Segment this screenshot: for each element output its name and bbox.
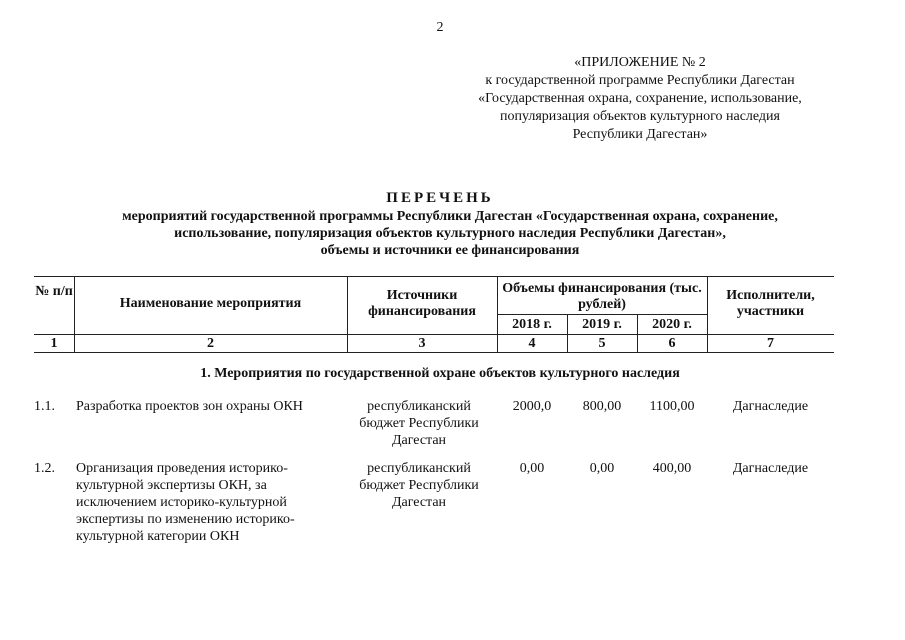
header-year-2020: 2020 г.: [652, 317, 692, 332]
row-number: 1.1.: [34, 399, 55, 414]
header-source: Источники финансирования: [368, 288, 476, 319]
header-num: № п/п: [35, 284, 73, 299]
row-source-line: республиканский: [367, 399, 471, 414]
row-name-line: культурной категории ОКН: [76, 529, 240, 544]
subtitle-line: использование, популяризация объектов культурного наследия Республики Дагестан»,: [174, 226, 726, 241]
row-value-2018: 0,00: [519, 461, 545, 476]
row-source: [344, 398, 494, 449]
row-name-line: Организация проведения историко-: [76, 461, 288, 476]
row-source: [344, 460, 494, 511]
row-name-line: экспертизы по изменению историко-: [76, 512, 295, 527]
document-subtitle: [20, 208, 880, 259]
row-name: [76, 398, 338, 415]
row-value-2020: 400,00: [652, 461, 692, 476]
page-number: 2: [436, 20, 444, 35]
header-year-2018: 2018 г.: [512, 317, 552, 332]
row-source-line: Дагестан: [391, 495, 447, 510]
appendix-line: к государственной программе Республики Дагестан: [485, 73, 795, 88]
subtitle-line: объемы и источники ее финансирования: [320, 243, 580, 258]
appendix-line: Республики Дагестан»: [572, 127, 708, 142]
row-source-line: бюджет Республики: [359, 416, 479, 431]
row-value-2019: 800,00: [582, 399, 622, 414]
col-number: 3: [418, 336, 426, 351]
col-number: 4: [528, 336, 536, 351]
appendix-line: популяризация объектов культурного наследия: [500, 109, 780, 124]
header-year-2019: 2019 г.: [582, 317, 622, 332]
header-exec: Исполнители, участники: [726, 288, 815, 319]
row-source-line: бюджет Республики: [359, 478, 479, 493]
header-volume: Объемы финансирования (тыс. рублей): [502, 281, 702, 312]
row-value-2019: 0,00: [589, 461, 615, 476]
document-title: ПЕРЕЧЕНЬ: [386, 190, 494, 206]
subtitle-line: мероприятий государственной программы Республики Дагестан «Государственная охрана, сохранение,: [122, 209, 778, 224]
row-name-line: культурной экспертизы ОКН, за: [76, 478, 267, 493]
colnum-bottom-border: [34, 352, 834, 353]
col-number: 6: [668, 336, 676, 351]
row-number: 1.2.: [34, 461, 55, 476]
row-executor: Дагнаследие: [732, 461, 809, 476]
row-value-2018: 2000,0: [512, 399, 552, 414]
appendix-block: [440, 54, 840, 144]
header-name: Наименование мероприятия: [119, 296, 302, 311]
col-number: 2: [207, 336, 214, 351]
appendix-line: «ПРИЛОЖЕНИЕ № 2: [574, 55, 706, 70]
row-name-line: исключением историко-культурной: [76, 495, 287, 510]
row-name-line: Разработка проектов зон охраны ОКН: [76, 399, 303, 414]
scan-top-edge: [0, 0, 905, 2]
section-title: 1. Мероприятия по государственной охране объектов культурного наследия: [200, 366, 680, 381]
years-divider: [497, 314, 707, 315]
header-bottom-border: [34, 334, 834, 335]
appendix-line: «Государственная охрана, сохранение, использование,: [478, 91, 802, 106]
row-executor: Дагнаследие: [732, 399, 809, 414]
col-number: 5: [598, 336, 606, 351]
row-source-line: Дагестан: [391, 433, 447, 448]
row-name: [76, 460, 338, 545]
header-top-border: [34, 276, 834, 277]
col-number: 7: [767, 336, 774, 351]
col-number: 1: [50, 336, 58, 351]
table-header: [34, 276, 834, 356]
row-value-2020: 1100,00: [649, 399, 695, 414]
row-source-line: республиканский: [367, 461, 471, 476]
